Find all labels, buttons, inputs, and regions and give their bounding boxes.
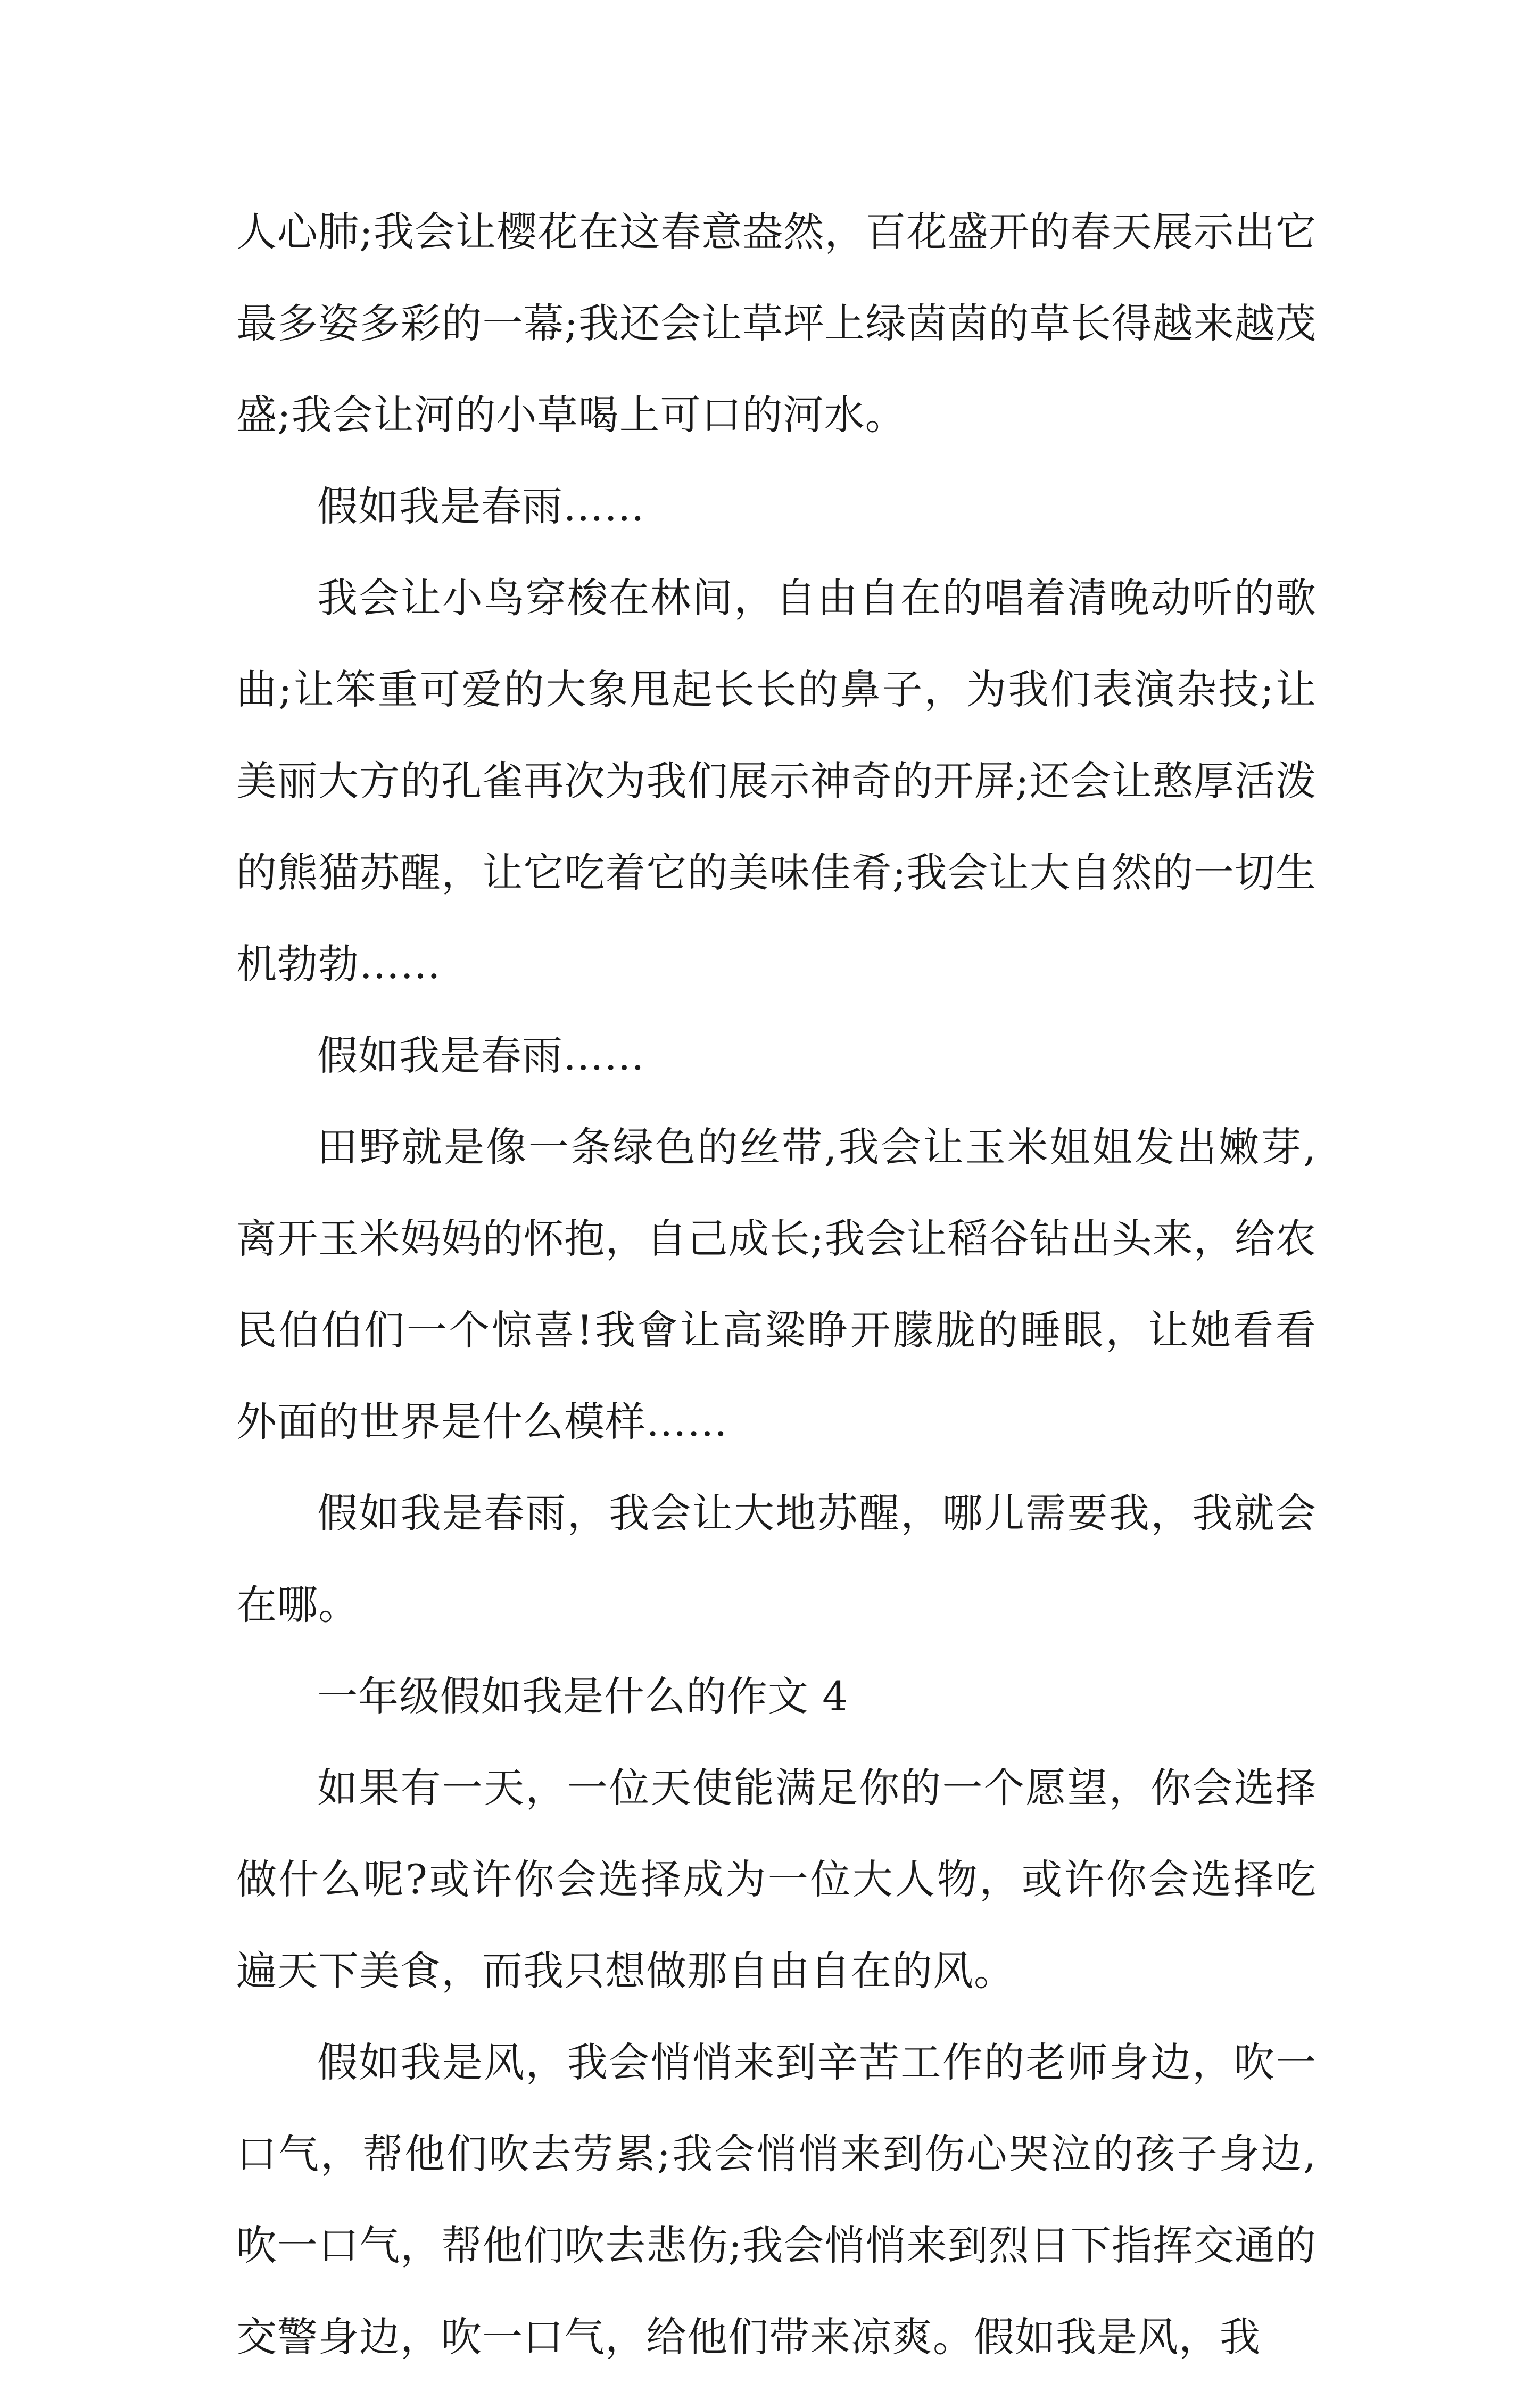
paragraph: 人心肺;我会让樱花在这春意盎然，百花盛开的春天展示出它最多姿多彩的一幕;我还会让草坪上绿茵茵的草长得越来越茂盛;我会让河的小草喝上可口的河水。	[236, 208, 1317, 438]
paragraph: 假如我是春雨……	[317, 1032, 645, 1079]
document-body	[236, 186, 1317, 2383]
section-heading: 一年级假如我是什么的作文 4	[317, 1673, 849, 1720]
paragraph: 假如我是春雨……	[317, 483, 645, 530]
paragraph: 如果有一天，一位天使能满足你的一个愿望，你会选择做什么呢?或许你会选择成为一位大人物，或许你会选择吃遍天下美食，而我只想做那自由自在的风。	[236, 1764, 1317, 1995]
paragraph: 我会让小鸟穿梭在林间，自由自在的唱着清晚动听的歌曲;让笨重可爱的大象甩起长长的鼻子，为我们表演杂技;让美丽大方的孔雀再次为我们展示神奇的开屏;还会让憨厚活泼的熊猫苏醒，让它吃着它的美味佳肴;我会让大自然的一切生机勃勃……	[236, 574, 1317, 988]
paragraph: 假如我是春雨，我会让大地苏醒，哪儿需要我，我就会在哪。	[236, 1490, 1317, 1628]
paragraph: 假如我是风，我会悄悄来到辛苦工作的老师身边，吹一口气，帮他们吹去劳累;我会悄悄来到伤心哭泣的孩子身边,吹一口气，帮他们吹去悲伤;我会悄悄来到烈日下指挥交通的交警身边，吹一口气，给他们带来凉爽。假如我是风，我	[236, 2039, 1317, 2361]
paragraph: 田野就是像一条绿色的丝带,我会让玉米姐姐发出嫩芽,离开玉米妈妈的怀抱，自己成长;我会让稻谷钻出头来，给农民伯伯们一个惊喜!我會让高粱睁开朦胧的睡眼，让她看看外面的世界是什么模样……	[236, 1123, 1317, 1445]
